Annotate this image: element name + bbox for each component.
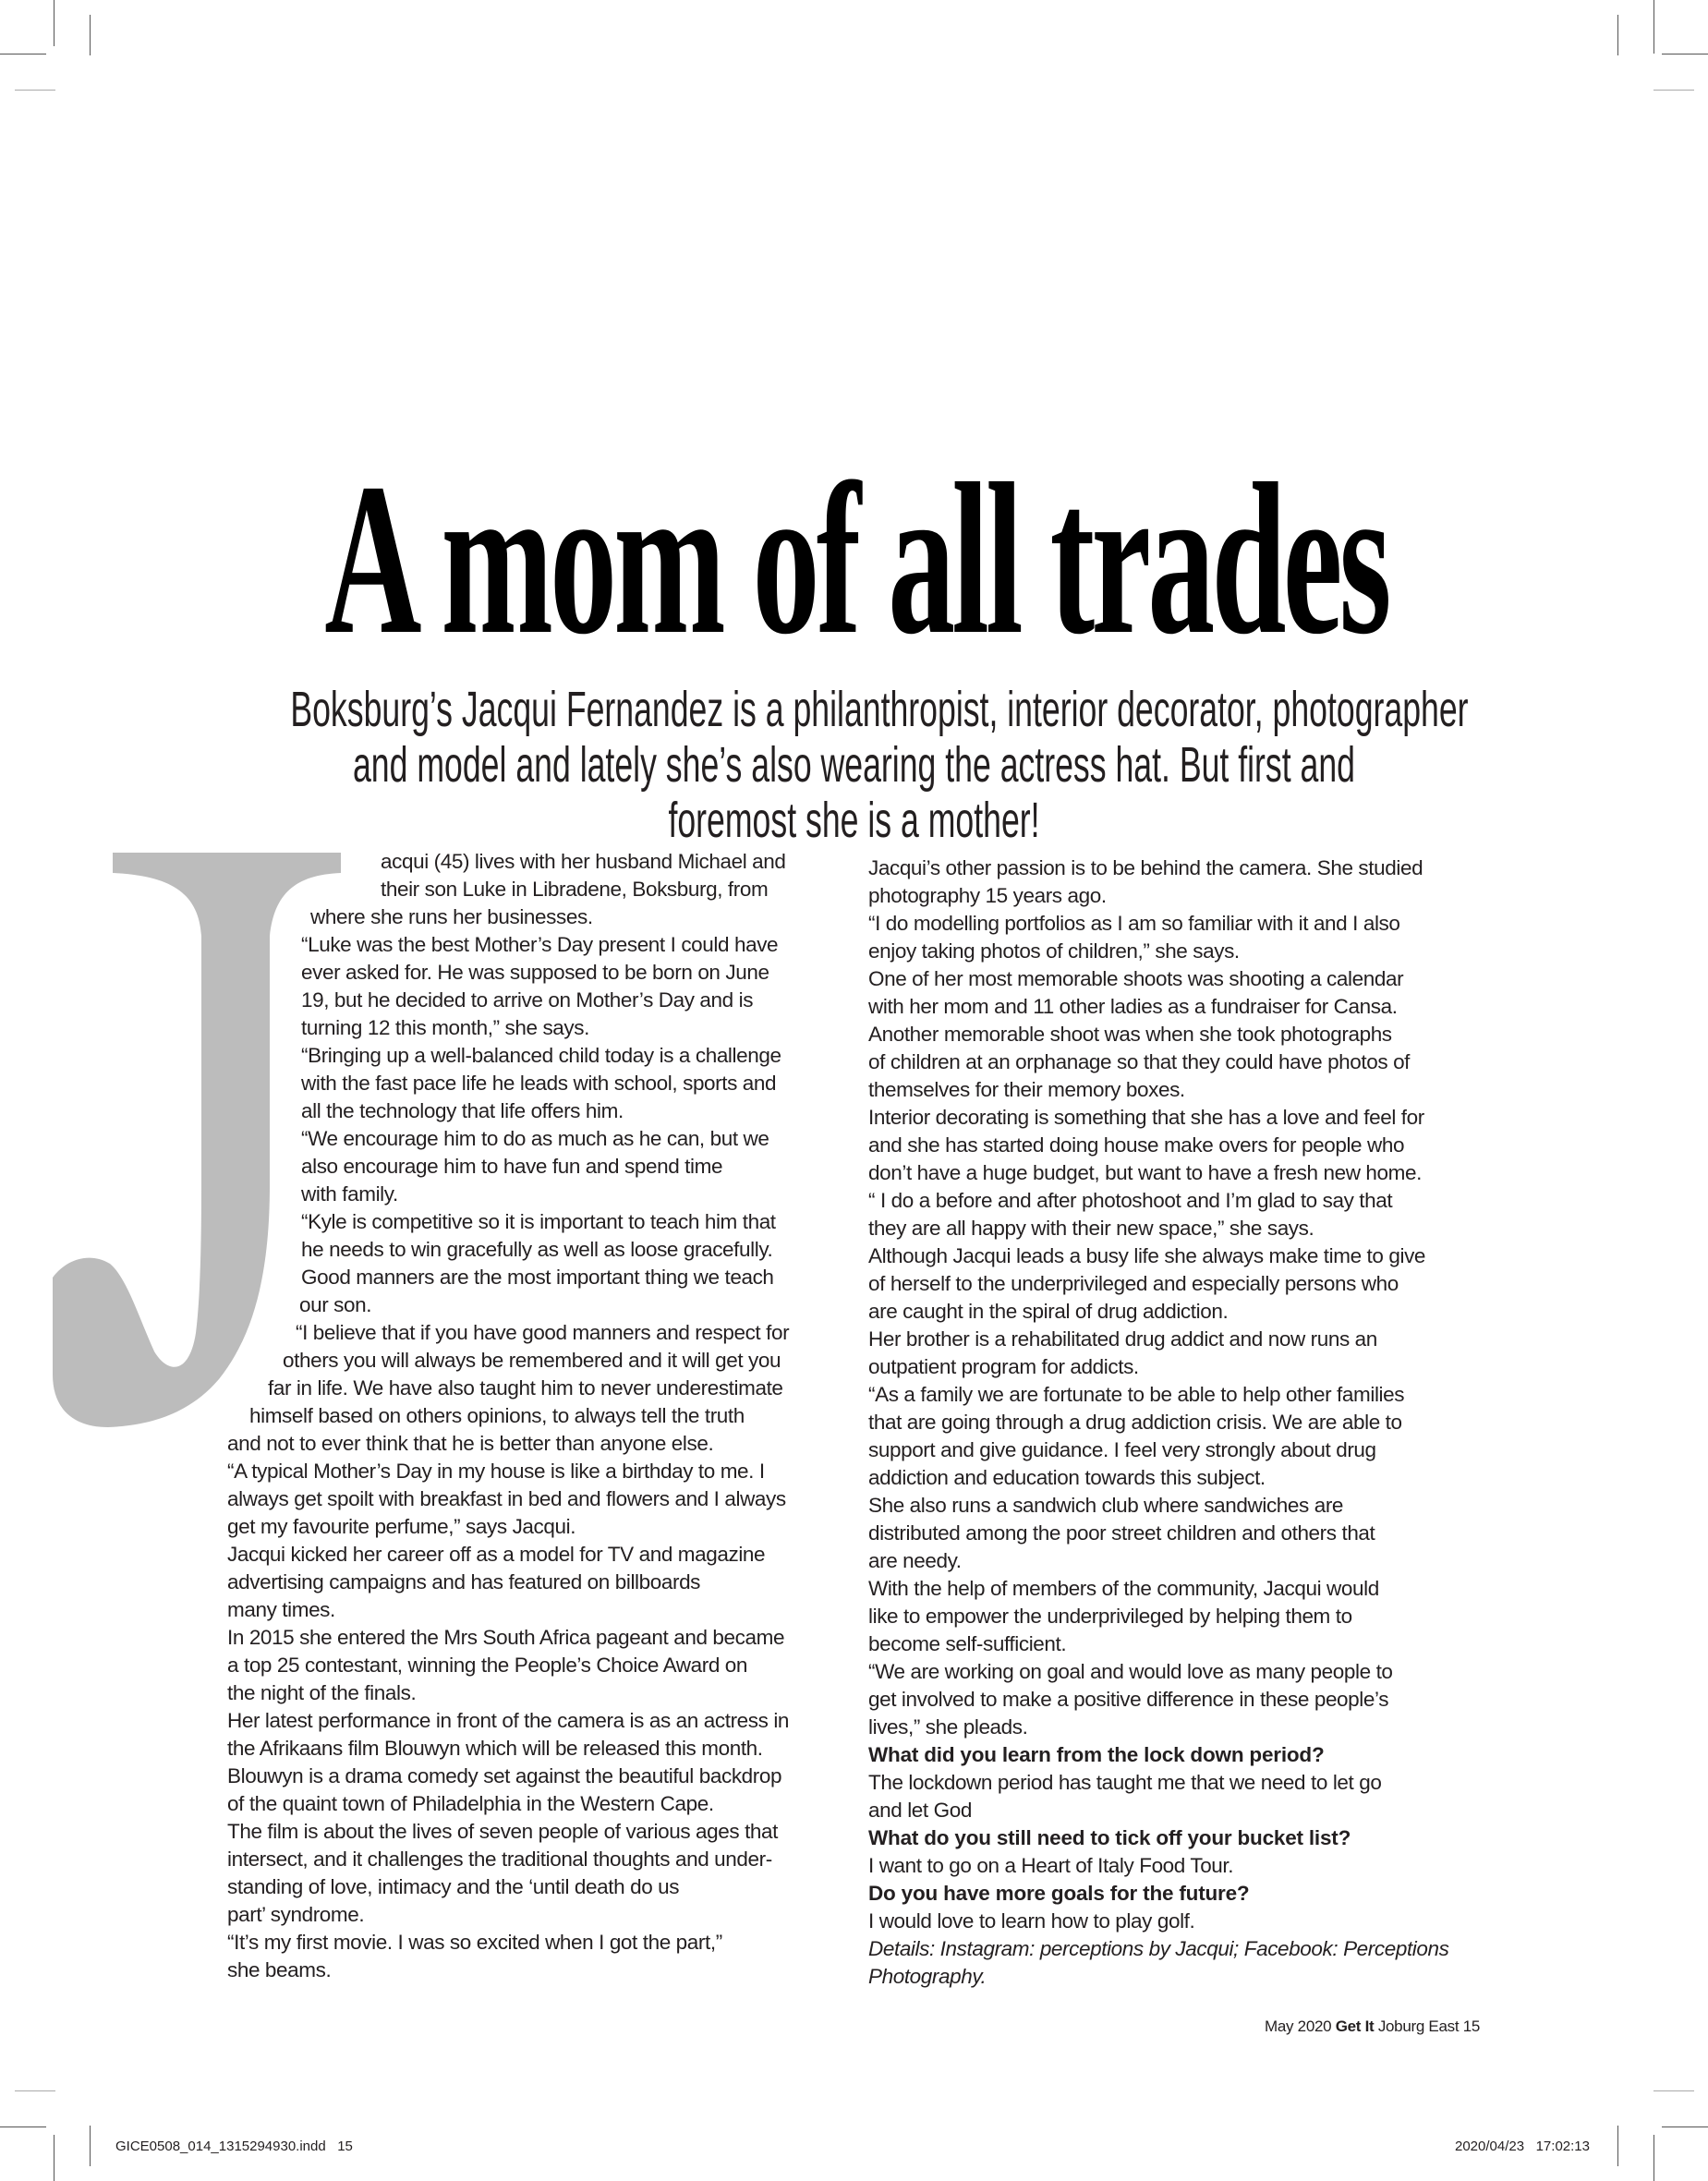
article-line: advertising campaigns and has featured on billboards [227,1570,701,1593]
bleed-mark-top-left-vertical [90,15,91,55]
article-line: One of her most memorable shoots was shooting a calendar [868,967,1404,990]
article-line: he needs to win gracefully as well as loose gracefully. [301,1238,773,1261]
article-line: Good manners are the most important thing we teach [301,1266,774,1289]
article-line: ever asked for. He was supposed to be born on June [301,961,769,984]
bleed-mark-bottom-left-vertical [90,2126,91,2166]
article-line: acqui (45) lives with her husband Michael and [381,850,786,873]
standfirst-line: Boksburg’s Jacqui Fernandez is a philanthropist, interior decorator, photographer [290,682,1469,737]
slug-time: 17:02:13 [1535,2139,1590,2154]
slug-file-page: 15 [337,2139,353,2154]
article-line: Interior decorating is something that she has a love and feel for [868,1106,1424,1129]
article-line: With the help of members of the community, Jacqui would [868,1577,1379,1600]
article-line: and not to ever think that he is better than anyone else. [227,1432,714,1455]
folio-page-number: 15 [1462,2017,1480,2035]
bleed-mark-bottom-left-horizontal [15,2090,55,2091]
article-line: get involved to make a positive difference in these people’s [868,1688,1389,1711]
article-line: In 2015 she entered the Mrs South Africa pageant and became [227,1626,785,1649]
article-details: Photography. [868,1965,987,1988]
article-line: Jacqui’s other passion is to be behind the camera. She studied [868,856,1423,879]
slug-timestamp [1455,2139,1590,2154]
article-line: Her latest performance in front of the camera is as an actress in [227,1709,790,1732]
interview-question: What do you still need to tick off your bucket list? [868,1826,1351,1849]
article-line: and let God [868,1799,972,1822]
article-line: like to empower the underprivileged by helping them to [868,1605,1352,1628]
article-line: I would love to learn how to play golf. [868,1909,1195,1933]
bleed-mark-top-right-horizontal [1653,90,1694,91]
slug-file [115,2139,353,2154]
bleed-mark-top-left-horizontal [15,90,55,91]
article-line: “I believe that if you have good manners and respect for [296,1321,790,1344]
slug-file-name: GICE0508_014_1315294930.indd [115,2139,326,2154]
article-line: are needy. [868,1549,962,1572]
article-line: outpatient program for addicts. [868,1355,1139,1378]
article-line: 19, but he decided to arrive on Mother’s Day and is [301,988,754,1012]
article-line: Although Jacqui leads a busy life she always make time to give [868,1244,1426,1267]
article-line: with the fast pace life he leads with school, sports and [301,1072,777,1095]
article-line: photography 15 years ago. [868,884,1107,907]
article-line: “I do modelling portfolios as I am so familiar with it and I also [868,912,1400,935]
article-line: “We encourage him to do as much as he can, but we [301,1127,769,1150]
article-line: with family. [301,1182,398,1206]
crop-mark-bottom-right-vertical [1653,2135,1654,2181]
article-line: “It’s my first movie. I was so excited when I got the part,” [227,1931,722,1954]
standfirst [0,682,1708,848]
article-line: of children at an orphanage so that they could have photos of [868,1050,1411,1073]
article-line: lives,” she pleads. [868,1715,1028,1739]
article-line: their son Luke in Libradene, Boksburg, from [381,878,769,901]
article-line: many times. [227,1598,335,1621]
article-line: “A typical Mother’s Day in my house is like a birthday to me. I [227,1460,765,1483]
folio-brand: Get It [1335,2017,1375,2035]
article-line: “Luke was the best Mother’s Day present I could have [301,933,779,956]
article-line: all the technology that life offers him. [301,1099,624,1122]
article-line: intersect, and it challenges the traditional thoughts and under- [227,1848,772,1871]
article-line: distributed among the poor street children and others that [868,1521,1375,1545]
standfirst-line: foremost she is a mother! [668,793,1040,848]
crop-mark-top-left-vertical [54,0,55,46]
article-line: Another memorable shoot was when she took photographs [868,1023,1392,1046]
standfirst-line: and model and lately she’s also wearing the actress hat. But first and [352,737,1355,793]
crop-mark-top-left-horizontal [0,54,46,55]
article-line: far in life. We have also taught him to never underestimate [268,1376,783,1399]
headline-container [0,439,1708,679]
crop-mark-bottom-left-vertical [54,2135,55,2181]
article-line: and she has started doing house make overs for people who [868,1133,1405,1157]
article-line: addiction and education towards this subject. [868,1466,1266,1489]
article-line: of the quaint town of Philadelphia in the Western Cape. [227,1792,714,1815]
article-line: himself based on others opinions, to always tell the truth [249,1404,745,1427]
article-line: where she runs her businesses. [310,905,593,928]
article-line: a top 25 contestant, winning the People’s Choice Award on [227,1654,748,1677]
article-line: with her mom and 11 other ladies as a fundraiser for Cansa. [868,995,1398,1018]
article-line: part’ syndrome. [227,1903,365,1926]
article-line: I want to go on a Heart of Italy Food Tour. [868,1854,1234,1877]
article-line: are caught in the spiral of drug addiction. [868,1300,1229,1323]
article-line: “Bringing up a well-balanced child today is a challenge [301,1044,781,1067]
article-line: The lockdown period has taught me that we need to let go [868,1771,1382,1794]
article-line: she beams. [227,1958,332,1981]
crop-mark-top-right-horizontal [1662,54,1708,55]
article-line: “Kyle is competitive so it is important to teach him that [301,1210,776,1233]
article-line: become self-sufficient. [868,1632,1067,1655]
article-line: don’t have a huge budget, but want to have a fresh new home. [868,1161,1422,1184]
page-folio [1229,2017,1480,2036]
article-line: others you will always be remembered and it will get you [283,1349,781,1372]
article-line: our son. [299,1293,372,1316]
crop-mark-bottom-left-horizontal [0,2126,46,2127]
article-line: support and give guidance. I feel very strongly about drug [868,1438,1376,1461]
article-line: the night of the finals. [227,1681,417,1704]
article-line: themselves for their memory boxes. [868,1078,1185,1101]
article-line: She also runs a sandwich club where sandwiches are [868,1494,1344,1517]
article-line: always get spoilt with breakfast in bed and flowers and I always [227,1487,786,1510]
article-line: The film is about the lives of seven people of various ages that [227,1820,779,1843]
article-line: also encourage him to have fun and spend time [301,1155,723,1178]
article-line: Blouwyn is a drama comedy set against the beautiful backdrop [227,1764,782,1787]
folio-edition: Joburg East [1377,2017,1460,2035]
interview-question: What did you learn from the lock down period? [868,1743,1325,1766]
article-line: standing of love, intimacy and the ‘until death do us [227,1875,680,1898]
article-line: of herself to the underprivileged and especially persons who [868,1272,1399,1295]
article-line: “ I do a before and after photoshoot and I’m glad to say that [868,1189,1393,1212]
article-line: Jacqui kicked her career off as a model for TV and magazine [227,1543,766,1566]
article-line: Her brother is a rehabilitated drug addict and now runs an [868,1327,1377,1351]
slug-date: 2020/04/23 [1455,2139,1525,2154]
article-line: get my favourite perfume,” says Jacqui. [227,1515,576,1538]
interview-question: Do you have more goals for the future? [868,1882,1250,1905]
article-line: “We are working on goal and would love as many people to [868,1660,1393,1683]
article-line: they are all happy with their new space,” she says. [868,1217,1314,1240]
article-line: that are going through a drug addiction crisis. We are able to [868,1411,1402,1434]
bleed-mark-bottom-right-vertical [1617,2126,1618,2166]
bleed-mark-top-right-vertical [1617,15,1618,55]
article-line: turning 12 this month,” she says. [301,1016,589,1039]
crop-mark-top-right-vertical [1653,0,1654,54]
article-column-right [868,854,1496,1991]
folio-date: May 2020 [1265,2017,1332,2035]
headline: A mom of all trades [324,439,1388,679]
article-line: enjoy taking photos of children,” she says. [868,939,1240,963]
article-details: Details: Instagram: perceptions by Jacqui; Facebook: Perceptions [868,1937,1449,1960]
article-line: the Afrikaans film Blouwyn which will be released this month. [227,1737,763,1760]
crop-mark-bottom-right-horizontal [1662,2126,1708,2127]
bleed-mark-bottom-right-horizontal [1653,2090,1694,2091]
article-line: “As a family we are fortunate to be able to help other families [868,1383,1405,1406]
